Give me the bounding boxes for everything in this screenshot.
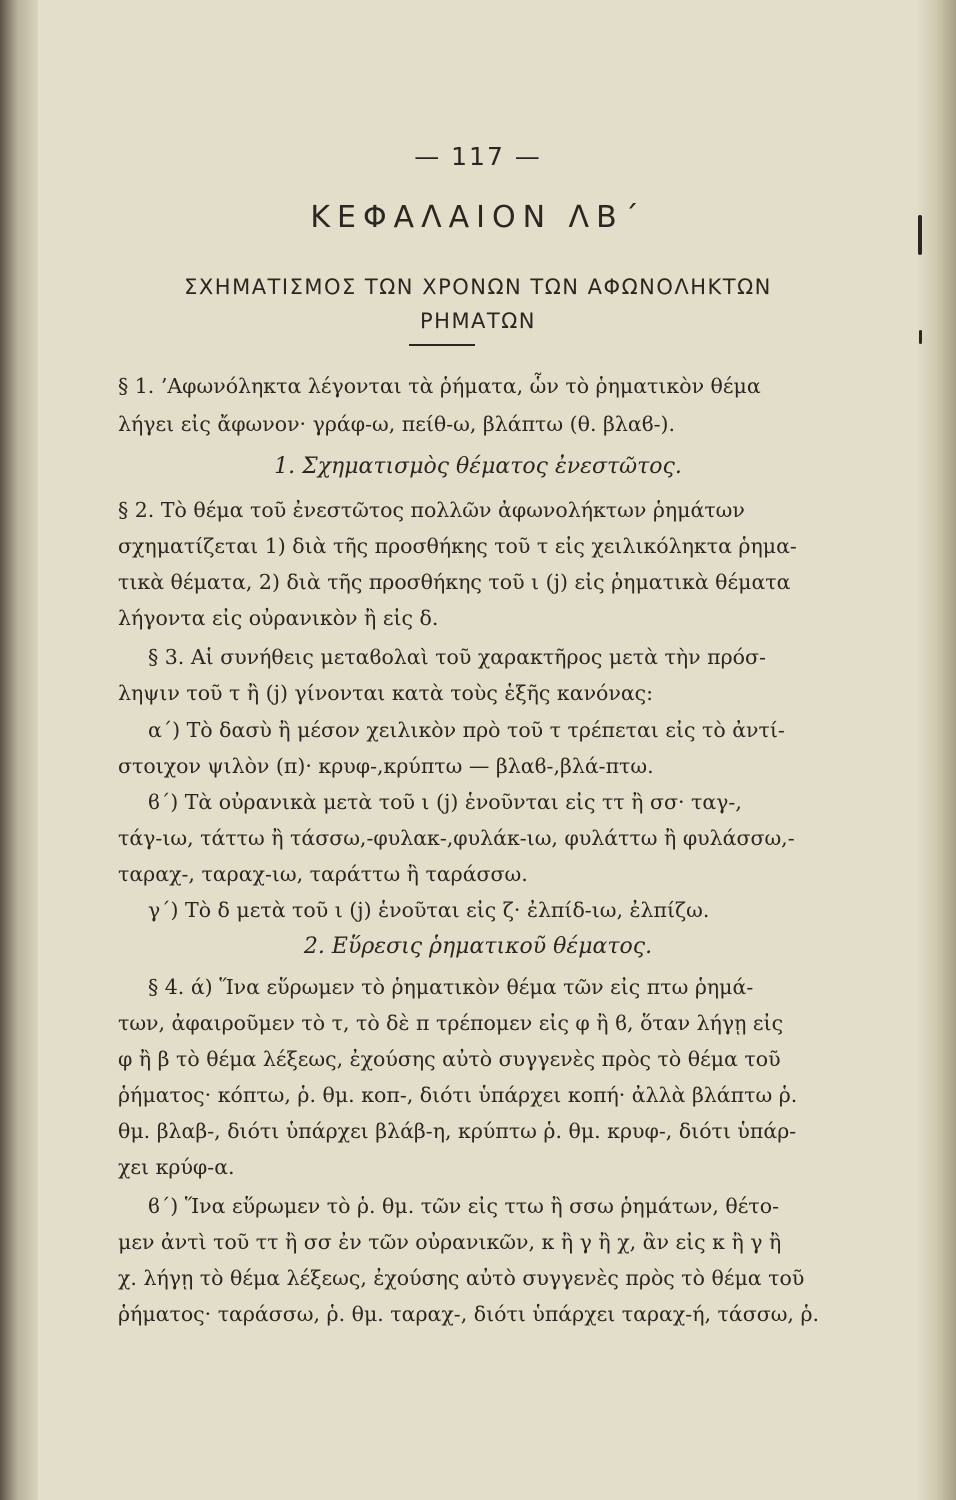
text-line: λήγει εἰς ἄφωνον· γράφ-ω, πείθ-ω, βλάπτω (θ. βλαϐ-). bbox=[118, 412, 676, 436]
text-line: τικὰ θέματα, 2) διὰ τῆς προσθήκης τοῦ ι (j) εἰς ῥηματικὰ θέματα bbox=[118, 570, 791, 594]
text-line: ϐ΄) Ἵνα εὕρωμεν τὸ ῥ. θμ. τῶν εἰς ττω ἢ σσω ῥημάτων, θέτο- bbox=[148, 1194, 779, 1218]
text-line: θμ. βλαβ-, διότι ὑπάρχει βλάβ-η, κρύπτω ῥ. θμ. κρυφ-, διότι ὑπάρ- bbox=[118, 1119, 797, 1143]
text-line: § 2. Τὸ θέμα τοῦ ἐνεστῶτος πολλῶν ἀφωνολήκτων ῥημάτων bbox=[118, 498, 745, 522]
text-line: § 3. Αἱ συνήθεις μεταϐολαὶ τοῦ χαρακτῆρος μετὰ τὴν πρόσ- bbox=[148, 645, 766, 669]
text-line: ϐ΄) Τὰ οὐρανικὰ μετὰ τοῦ ι (j) ἑνοῦνται εἰς ττ ἢ σσ· ταγ-, bbox=[148, 790, 742, 814]
subtitle-line: ΡΗΜΑΤΩΝ bbox=[419, 309, 537, 333]
text-line: ληψιν τοῦ τ ἢ (j) γίνονται κατὰ τοὺς ἑξῆς κανόνας: bbox=[118, 681, 654, 705]
text-line: στοιχον ψιλὸν (π)· κρυφ-,κρύπτω — βλαϐ-,βλά-πτω. bbox=[118, 754, 654, 778]
text-line: μεν ἀντὶ τοῦ ττ ἢ σσ ἐν τῶν οὐρανικῶν, κ ἢ γ ἢ χ, ἂν εἰς κ ἢ γ ἢ bbox=[118, 1230, 782, 1254]
text-line: τάγ-ιω, τάττω ἢ τάσσω,-φυλακ-,φυλάκ-ιω, φυλάττω ἢ φυλάσσω,- bbox=[118, 826, 795, 850]
text-line: σχηματίζεται 1) διὰ τῆς προσθήκης τοῦ τ εἰς χειλικόληκτα ῥημα- bbox=[118, 534, 797, 558]
section-heading: 1. Σχηματισμὸς θέματος ἐνεστῶτος. bbox=[274, 454, 682, 479]
text-line: φ ἢ β τὸ θέμα λέξεως, ἐχούσης αὐτὸ συγγενὲς πρὸς τὸ θέμα τοῦ bbox=[118, 1047, 781, 1071]
text-line: γ΄) Τὸ δ μετὰ τοῦ ι (j) ἑνοῦται εἰς ζ· ἐλπίδ-ιω, ἐλπίζω. bbox=[148, 898, 710, 922]
text-line: χ. λήγῃ τὸ θέμα λέξεως, ἐχούσης αὐτὸ συγγενὲς πρὸς τὸ θέμα τοῦ bbox=[118, 1266, 805, 1290]
chapter-subtitle bbox=[0, 270, 956, 338]
text-line: α΄) Τὸ δασὺ ἢ μέσον χειλικὸν πρὸ τοῦ τ τρέπεται εἰς τὸ ἀντί- bbox=[148, 718, 785, 742]
text-line: λήγοντα εἰς οὐρανικὸν ἢ εἰς δ. bbox=[118, 606, 439, 630]
text-line: § 4. ά) Ἵνα εὕρωμεν τὸ ῥηματικὸν θέμα τῶν εἰς πτω ῥημά- bbox=[148, 975, 754, 999]
text-line: § 1. ’Αφωνόληκτα λέγονται τὰ ῥήματα, ὧν τὸ ῥηματικὸν θέμα bbox=[118, 374, 761, 398]
text-line: ῥήματος· ταράσσω, ῥ. θμ. ταραχ-, διότι ὑπάρχει ταραχ-ή, τάσσω, ῥ. bbox=[118, 1302, 820, 1326]
section-heading: 2. Εὕρεσις ῥηματικοῦ θέματος. bbox=[303, 934, 653, 959]
title-rule bbox=[409, 344, 475, 346]
text-line: ῥήματος· κόπτω, ῥ. θμ. κοπ-, διότι ὑπάρχει κοπή· ἀλλὰ βλάπτω ῥ. bbox=[118, 1083, 798, 1107]
chapter-title: ΚΕΦΑΛΑΙΟΝ ΛΒ΄ bbox=[310, 200, 646, 235]
text-line: ταραχ-, ταραχ-ιω, ταράττω ἢ ταράσσω. bbox=[118, 862, 528, 886]
subtitle-line: ΣΧΗΜΑΤΙΣΜΟΣ ΤΩΝ ΧΡΟΝΩΝ ΤΩΝ ΑΦΩΝΟΛΗΚΤΩΝ bbox=[184, 275, 772, 299]
page-number: — 117 — bbox=[414, 142, 542, 171]
text-line: χει κρύφ-α. bbox=[118, 1155, 235, 1179]
text-line: των, ἀφαιροῦμεν τὸ τ, τὸ δὲ π τρέπομεν εἰς φ ἢ ϐ, ὅταν λήγῃ εἰς bbox=[118, 1011, 784, 1035]
